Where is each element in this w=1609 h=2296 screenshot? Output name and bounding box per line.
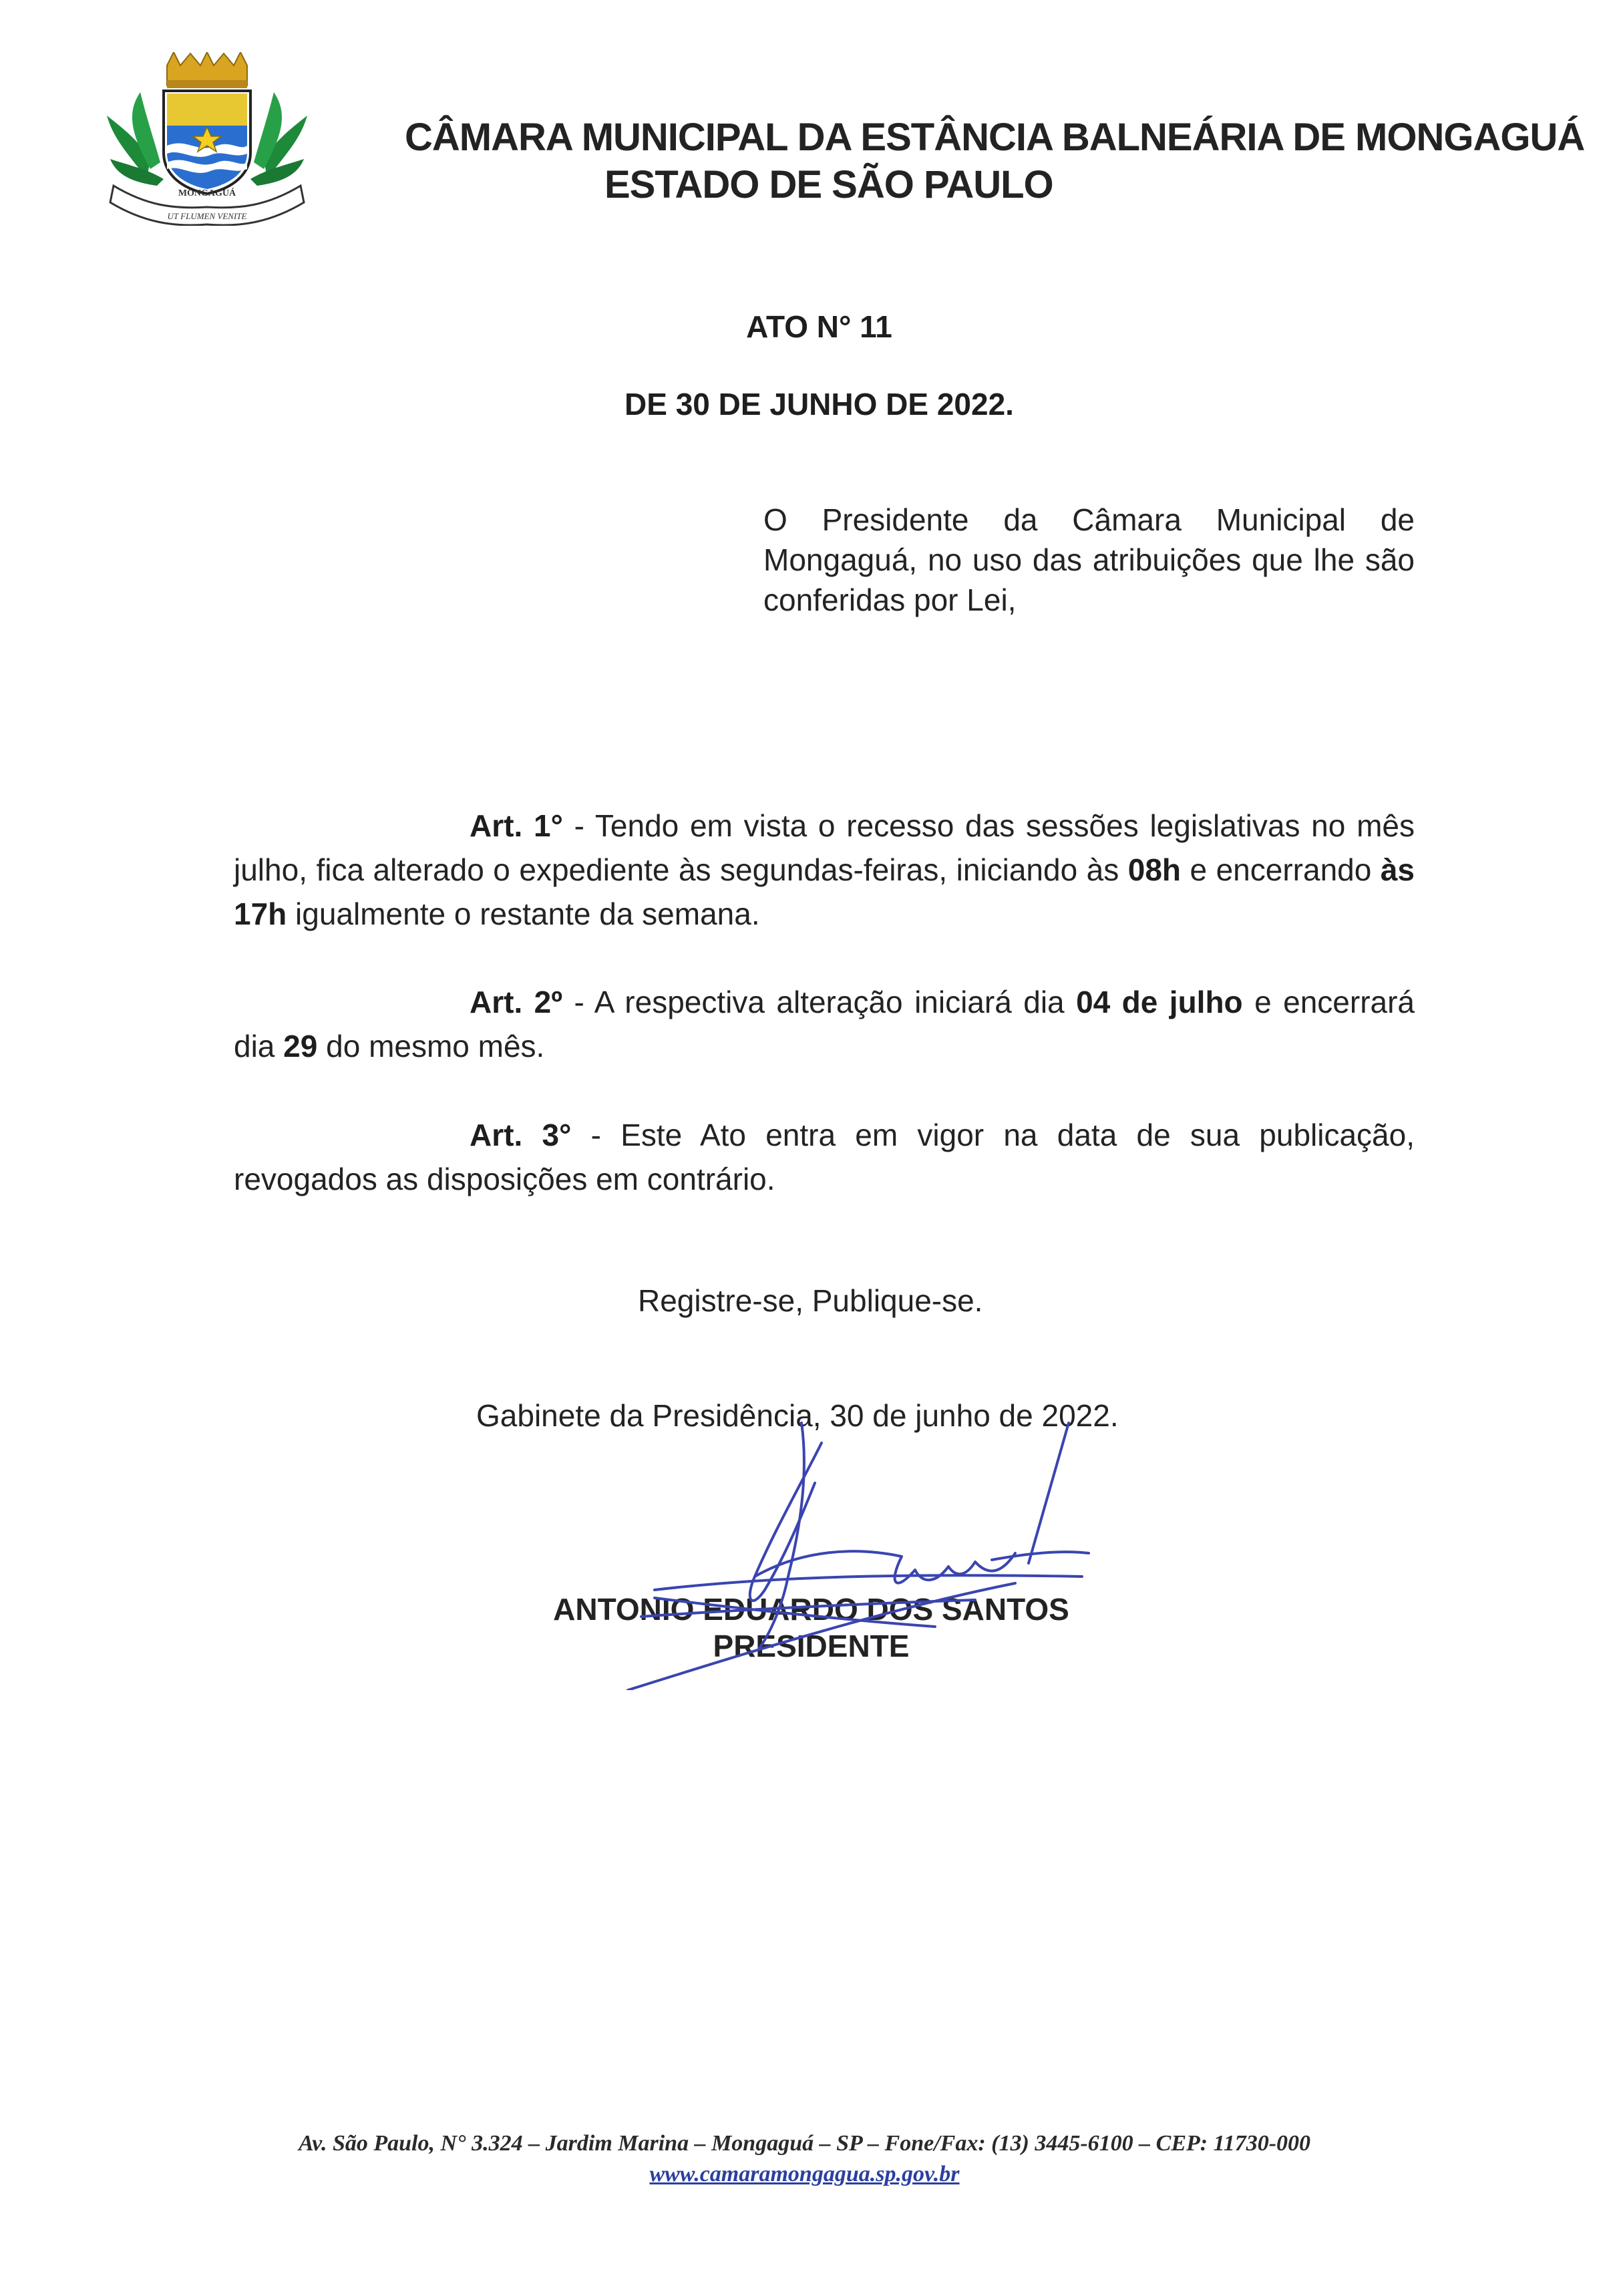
article-emphasis: 29 xyxy=(283,1029,318,1063)
article-3-label: Art. 3° xyxy=(470,1118,572,1152)
article-emphasis: 04 de julho xyxy=(1076,985,1243,1019)
article-emphasis: 08h xyxy=(1127,852,1182,887)
crest-motto: UT FLUMEN VENITE xyxy=(167,211,247,221)
document-header xyxy=(334,115,1585,207)
article-1-label: Art. 1° xyxy=(470,808,563,843)
article-text: - Este Ato entra em vigor na data de sua publicação, revogados as disposições em contrário. xyxy=(234,1118,1415,1196)
article-text: igualmente o restante da semana. xyxy=(287,896,760,931)
handwritten-signature xyxy=(601,1410,1149,1690)
article-1 xyxy=(234,804,1415,936)
institution-name: CÂMARA MUNICIPAL DA ESTÂNCIA BALNEÁRIA DE MONGAGUÁ xyxy=(405,116,1585,159)
article-2 xyxy=(234,980,1415,1068)
signatory-role: PRESIDENTE xyxy=(713,1629,910,1663)
article-text: - A respectiva alteração iniciará dia xyxy=(562,985,1077,1019)
article-text: do mesmo mês. xyxy=(317,1029,545,1063)
article-3 xyxy=(234,1113,1415,1201)
footer-website-link[interactable]: www.camaramongagua.sp.gov.br xyxy=(649,2162,960,2186)
article-emphasis: às 17h xyxy=(234,852,1415,931)
article-2-label: Art. 2º xyxy=(470,985,563,1019)
article-text: e encerrando xyxy=(1181,852,1381,887)
article-text: e encerrará dia xyxy=(234,985,1415,1063)
article-text: - Tendo em vista o recesso das sessões legislativas no mês julho, fica alterado o expediente às segundas-feiras, iniciando às xyxy=(234,808,1415,887)
signatory-name: ANTONIO EDUARDO DOS SANTOS xyxy=(553,1592,1069,1627)
act-number: ATO N° 11 xyxy=(746,309,892,344)
gabinete-date: Gabinete da Presidência, 30 de junho de 2022. xyxy=(476,1398,1119,1433)
preamble: O Presidente da Câmara Municipal de Mongaguá, no uso das atribuições que lhe são conferidas por Lei, xyxy=(763,502,1415,617)
footer-address: Av. São Paulo, N° 3.324 – Jardim Marina – Mongaguá – SP – Fone/Fax: (13) 3445-6100 – CEP: 11730-000 xyxy=(298,2131,1311,2156)
act-date: DE 30 DE JUNHO DE 2022. xyxy=(624,387,1014,422)
coat-of-arms-icon xyxy=(100,52,314,226)
state-name: ESTADO DE SÃO PAULO xyxy=(604,163,1053,206)
crest-ribbon-text: MONGAGUÁ xyxy=(178,188,236,198)
registre-publique: Registre-se, Publique-se. xyxy=(638,1283,983,1318)
